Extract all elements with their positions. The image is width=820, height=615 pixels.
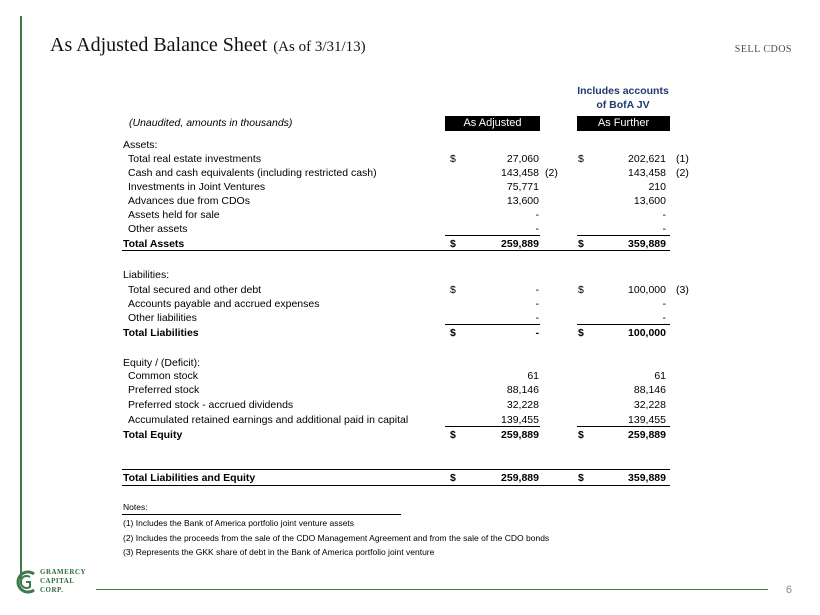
- includes-line-1: Includes accounts: [577, 85, 669, 97]
- table-row: [123, 383, 703, 397]
- page-number: 6: [785, 584, 792, 596]
- table-row: [123, 398, 703, 412]
- notes-rule: [122, 514, 401, 515]
- table-row: [123, 428, 703, 442]
- cell-label: Advances due from CDOs: [128, 195, 250, 207]
- cell-v2: 202,621: [628, 153, 666, 165]
- table-row: [123, 356, 703, 370]
- cell-v1: 32,228: [506, 399, 539, 411]
- col-header-as-further: As Further: [577, 116, 670, 131]
- cell-v1: 259,889: [501, 238, 539, 250]
- includes-line-2: of BofA JV: [596, 99, 650, 111]
- table-row: [123, 268, 703, 282]
- rule-equity-col1: [445, 426, 540, 427]
- left-accent-line: [20, 16, 22, 584]
- rule-total-le-top: [122, 469, 670, 470]
- table-row: [123, 297, 703, 311]
- cell-v2: -: [662, 298, 666, 310]
- cell-d1: $: [450, 238, 456, 250]
- cell-v2: -: [662, 223, 666, 235]
- logo-wordmark: [40, 568, 86, 595]
- cell-v1: 139,455: [501, 414, 539, 426]
- rule-total-le-bottom: [122, 485, 670, 486]
- cell-v2: 32,228: [633, 399, 666, 411]
- cell-v1: 259,889: [501, 429, 539, 441]
- cell-label: Other assets: [128, 223, 188, 235]
- cell-v1: 75,771: [506, 181, 539, 193]
- table-row: [123, 311, 703, 325]
- page-title: [50, 34, 366, 57]
- gramercy-logo-icon: [14, 568, 38, 596]
- cell-v1: -: [535, 298, 539, 310]
- table-row: [123, 138, 703, 152]
- cell-label: Preferred stock - accrued dividends: [128, 399, 294, 411]
- cell-label: Equity / (Deficit):: [123, 357, 201, 369]
- cell-label: Total Liabilities: [123, 327, 199, 339]
- cell-d1: $: [450, 284, 456, 296]
- cell-d2: $: [578, 284, 584, 296]
- cell-d2: $: [578, 327, 584, 339]
- cell-d2: $: [578, 429, 584, 441]
- col-header-as-adjusted: As Adjusted: [445, 116, 540, 131]
- cell-v1: 259,889: [501, 472, 539, 484]
- title-text: As Adjusted Balance Sheet: [50, 34, 268, 56]
- footer-line: [96, 589, 768, 590]
- cell-v2: 13,600: [633, 195, 666, 207]
- rule-equity-col2: [577, 426, 670, 427]
- note-item-3: (3) Represents the GKK share of debt in the Bank of America portfolio joint venture: [123, 547, 435, 557]
- cell-label: Total Equity: [123, 429, 183, 441]
- table-row: [123, 237, 703, 251]
- cell-d2: $: [578, 153, 584, 165]
- cell-v1: -: [535, 209, 539, 221]
- cell-n2: (3): [676, 284, 689, 296]
- logo-line-3: CORP.: [40, 586, 64, 594]
- cell-label: Assets held for sale: [128, 209, 220, 221]
- cell-d2: $: [578, 472, 584, 484]
- section-tag: SELL CDOS: [734, 44, 792, 55]
- rule-liab-col2: [577, 324, 670, 325]
- cell-label: Preferred stock: [128, 384, 200, 396]
- cell-label: Total real estate investments: [128, 153, 262, 165]
- cell-v1: -: [535, 223, 539, 235]
- cell-label: Investments in Joint Ventures: [128, 181, 266, 193]
- cell-d1: $: [450, 472, 456, 484]
- cell-label: Accounts payable and accrued expenses: [128, 298, 320, 310]
- cell-v2: -: [662, 209, 666, 221]
- cell-d1: $: [450, 429, 456, 441]
- table-row: [123, 194, 703, 208]
- cell-n1: (2): [545, 167, 558, 179]
- cell-label: Other liabilities: [128, 312, 197, 324]
- cell-label: Total Liabilities and Equity: [123, 472, 256, 484]
- cell-d1: $: [450, 153, 456, 165]
- table-row: [123, 413, 703, 427]
- table-row: [123, 152, 703, 166]
- table-row: [123, 283, 703, 297]
- cell-v2: 88,146: [633, 384, 666, 396]
- logo-line-2: CAPITAL: [40, 577, 75, 585]
- cell-v1: 88,146: [506, 384, 539, 396]
- cell-v2: 359,889: [628, 472, 666, 484]
- table-row: [123, 222, 703, 236]
- cell-d1: $: [450, 327, 456, 339]
- cell-v2: 143,458: [628, 167, 666, 179]
- rule-assets-col1: [445, 235, 540, 236]
- cell-v1: 143,458: [501, 167, 539, 179]
- rule-liab-col1: [445, 324, 540, 325]
- cell-v2: 61: [654, 370, 666, 382]
- cell-v1: 27,060: [506, 153, 539, 165]
- cell-v1: -: [535, 327, 539, 339]
- table-row: [123, 369, 703, 383]
- includes-accounts-note: [568, 84, 678, 112]
- cell-label: Accumulated retained earnings and additional paid in capital: [128, 414, 409, 426]
- cell-n2: (2): [676, 167, 689, 179]
- table-row: [123, 326, 703, 340]
- cell-v2: 100,000: [628, 327, 666, 339]
- note-item-1: (1) Includes the Bank of America portfolio joint venture assets: [123, 518, 355, 528]
- logo-line-1: GRAMERCY: [40, 568, 86, 576]
- cell-d2: $: [578, 238, 584, 250]
- cell-label: Liabilities:: [123, 269, 170, 281]
- cell-v2: 259,889: [628, 429, 666, 441]
- table-row: [123, 208, 703, 222]
- table-row: [123, 166, 703, 180]
- rule-total-assets: [122, 250, 670, 251]
- table-row: [123, 471, 703, 485]
- cell-v2: 210: [648, 181, 666, 193]
- cell-label: Common stock: [128, 370, 199, 382]
- cell-v2: 139,455: [628, 414, 666, 426]
- cell-v2: 359,889: [628, 238, 666, 250]
- title-subtitle: (As of 3/31/13): [273, 39, 366, 55]
- cell-label: Total Assets: [123, 238, 185, 250]
- unaudited-label: (Unaudited, amounts in thousands): [129, 117, 293, 129]
- cell-label: Assets:: [123, 139, 158, 151]
- notes-heading: Notes:: [123, 502, 148, 512]
- rule-assets-col2: [577, 235, 670, 236]
- cell-v1: -: [535, 284, 539, 296]
- cell-v1: 13,600: [506, 195, 539, 207]
- table-row: [123, 180, 703, 194]
- note-item-2: (2) Includes the proceeds from the sale of the CDO Management Agreement and from the sale of the CDO bonds: [123, 533, 550, 543]
- cell-label: Cash and cash equivalents (including restricted cash): [128, 167, 377, 179]
- cell-label: Total secured and other debt: [128, 284, 262, 296]
- cell-v2: 100,000: [628, 284, 666, 296]
- cell-n2: (1): [676, 153, 689, 165]
- cell-v1: 61: [527, 370, 539, 382]
- cell-v1: -: [535, 312, 539, 324]
- cell-v2: -: [662, 312, 666, 324]
